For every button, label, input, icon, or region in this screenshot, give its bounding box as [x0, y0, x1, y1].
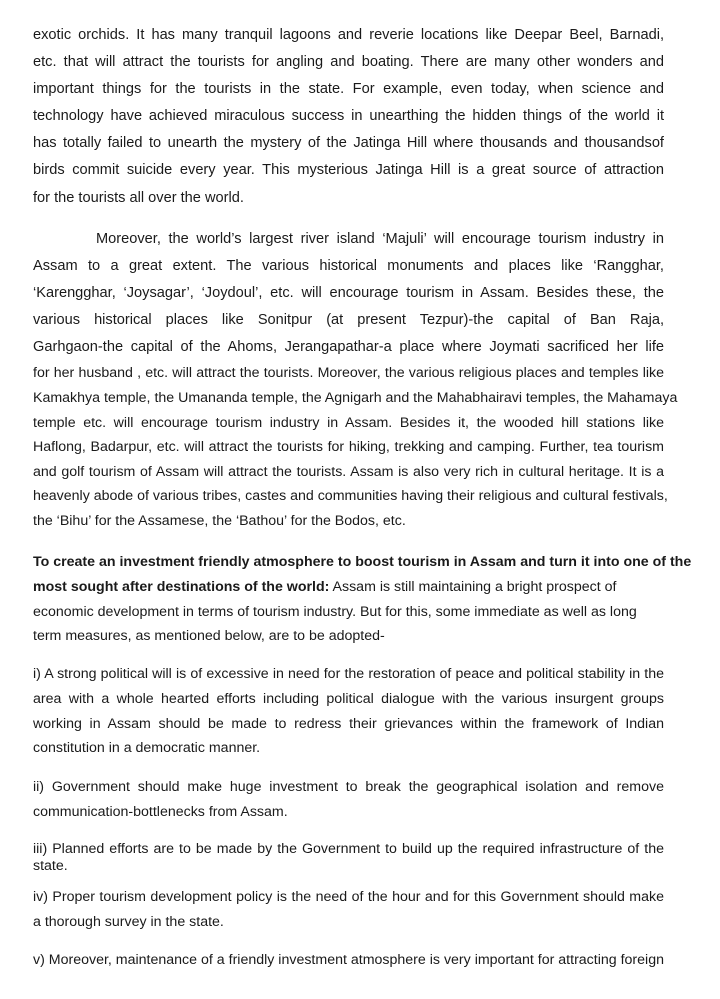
text-line: ii) Government should make huge investment to break the geographical isolation and remove [33, 779, 664, 795]
text-line: heavenly abode of various tribes, castes and communities having their religious and cultural festivals, [33, 488, 668, 505]
list-item-4 [33, 885, 664, 935]
text-line: working in Assam should be made to redress their grievances within the framework of Indian [33, 715, 664, 732]
text-line: Haflong, Badarpur, etc. will attract the tourists for hiking, trekking and camping. Further, tea tourism [33, 439, 664, 456]
list-item-5 [33, 948, 664, 973]
text-line: communication-bottlenecks from Assam. [33, 803, 288, 820]
text-line: Kamakhya temple, the Umananda temple, the Agnigarh and the Mahabhairavi temples, the Mahamaya [33, 389, 678, 406]
paragraph-majuli-heritage [33, 226, 678, 534]
section-investment-heading [33, 550, 692, 649]
text-line: Assam to a great extent. The various historical monuments and places like ‘Rangghar, [33, 258, 664, 275]
text-line: state. [33, 857, 68, 874]
text-line: birds commit suicide every year. This mysterious Jatinga Hill is a great source of attraction [33, 162, 664, 179]
text-line: the ‘Bihu’ for the Assamese, the ‘Bathou’ for the Bodos, etc. [33, 512, 406, 529]
text-line: and golf tourism of Assam will attract the tourists. Assam is also very rich in cultural heritage. It is a [33, 463, 664, 480]
text-line: etc. that will attract the tourists for angling and boating. There are many other wonders and [33, 54, 664, 71]
text-line: for the tourists all over the world. [33, 189, 244, 206]
text-line: ‘Karengghar, ‘Joysagar’, ‘Joydoul’, etc. will encourage tourism in Assam. Besides these, the [33, 285, 664, 302]
paragraph-tourism-attractions [33, 22, 664, 212]
text-line: various historical places like Sonitpur (at present Tezpur)-the capital of Ban Raja, [33, 312, 664, 329]
text-line: v) Moreover, maintenance of a friendly investment atmosphere is very important for attracting foreign [33, 952, 664, 968]
list-item-1 [33, 662, 664, 761]
text-line: iii) Planned efforts are to be made by the Government to build up the required infrastructure of the [33, 841, 664, 857]
text-line: a thorough survey in the state. [33, 913, 224, 930]
list-item-3 [33, 841, 664, 874]
text-line: technology have achieved miraculous success in unearthing the hidden things of the world it [33, 108, 664, 125]
text-line: Garhgaon-the capital of the Ahoms, Jerangapathar-a place where Joymati sacrificed her life [33, 339, 664, 356]
text-line: exotic orchids. It has many tranquil lagoons and reverie locations like Deepar Beel, Barnadi, [33, 27, 664, 43]
text-line: important things for the tourists in the state. For example, even today, when science and [33, 81, 664, 98]
text-line: has totally failed to unearth the mystery of the Jatinga Hill where thousands and thousandsof [33, 135, 664, 152]
body-text: Assam is still maintaining a bright prospect of [329, 578, 617, 595]
heading-text: most sought after destinations of the world: [33, 578, 330, 595]
text-line: iv) Proper tourism development policy is the need of the hour and for this Government should make [33, 889, 664, 905]
text-line: constitution in a democratic manner. [33, 740, 261, 757]
text-line: temple etc. will encourage tourism industry in Assam. Besides it, the wooded hill stations like [33, 414, 664, 431]
text-line: economic development in terms of tourism industry. But for this, some immediate as well as long [33, 603, 637, 620]
text-line: i) A strong political will is of excessive in need for the restoration of peace and political stability in the [33, 666, 664, 682]
text-line: Moreover, the world’s largest river island ‘Majuli’ will encourage tourism industry in [96, 231, 664, 247]
heading-line [33, 575, 664, 600]
text-line: area with a whole hearted efforts including political dialogue with the various insurgent groups [33, 690, 664, 707]
heading-line [33, 550, 692, 575]
text-line: for her husband , etc. will attract the tourists. Moreover, the various religious places and temples like [33, 365, 664, 382]
text-line: term measures, as mentioned below, are to be adopted- [33, 628, 385, 645]
list-item-2 [33, 775, 664, 825]
heading-text: To create an investment friendly atmosphere to boost tourism in Assam and turn it into one of the [33, 554, 692, 570]
